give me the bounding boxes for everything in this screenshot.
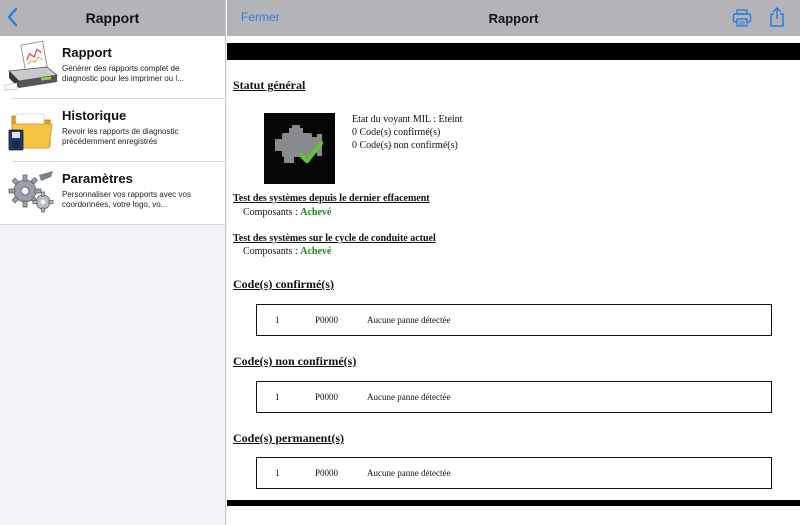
close-button[interactable]: Fermer bbox=[241, 10, 280, 24]
print-icon[interactable] bbox=[732, 9, 752, 27]
sidebar-item-description: Générer des rapports complet de diagnostic pour les imprimer ou l... bbox=[62, 64, 184, 83]
sidebar-item-text bbox=[62, 162, 210, 210]
sidebar-title: Rapport bbox=[85, 10, 140, 26]
sidebar bbox=[0, 0, 226, 525]
report-bottom-bar bbox=[227, 500, 800, 506]
main-header bbox=[227, 0, 800, 36]
code-value: P0000 bbox=[315, 392, 339, 402]
sidebar-item-title: Paramètres bbox=[62, 171, 133, 186]
sidebar-header bbox=[0, 0, 225, 36]
code-value: P0000 bbox=[315, 315, 339, 325]
engine-check-icon bbox=[264, 113, 335, 184]
permanent-codes-heading: Code(s) permanent(s) bbox=[233, 431, 344, 445]
sidebar-list bbox=[0, 36, 225, 225]
components-label: Composants : bbox=[243, 207, 301, 218]
report-top-bar bbox=[227, 43, 800, 60]
test-current-cycle-heading: Test des systèmes sur le cycle de conduite actuel bbox=[233, 233, 436, 244]
confirmed-codes-table bbox=[256, 304, 772, 336]
sidebar-item-rapport[interactable] bbox=[0, 36, 225, 99]
code-index: 1 bbox=[275, 315, 280, 325]
code-description: Aucune panne détectée bbox=[367, 392, 451, 402]
confirmed-count-text: 0 Code(s) confirmé(s) bbox=[352, 127, 441, 138]
mil-status-block bbox=[352, 113, 462, 152]
achieved-label: Achevé bbox=[300, 246, 332, 257]
code-index: 1 bbox=[275, 392, 280, 402]
sidebar-item-text bbox=[62, 99, 210, 147]
main-panel bbox=[227, 0, 800, 525]
sidebar-item-text bbox=[62, 36, 210, 84]
permanent-codes-table bbox=[256, 457, 772, 489]
general-status-heading: Statut général bbox=[233, 78, 306, 92]
printer-report-icon bbox=[0, 36, 62, 98]
folder-history-icon bbox=[0, 99, 62, 161]
mil-status-text: Etat du voyant MIL : Eteint bbox=[352, 114, 463, 125]
sidebar-item-title: Rapport bbox=[62, 45, 112, 60]
components-status-current-cycle bbox=[243, 246, 331, 257]
code-description: Aucune panne détectée bbox=[367, 468, 451, 478]
code-description: Aucune panne détectée bbox=[367, 315, 451, 325]
confirmed-codes-heading: Code(s) confirmé(s) bbox=[233, 277, 334, 291]
sidebar-item-title: Historique bbox=[62, 108, 127, 123]
achieved-label: Achevé bbox=[300, 207, 332, 218]
code-value: P0000 bbox=[315, 468, 339, 478]
code-index: 1 bbox=[275, 468, 280, 478]
chevron-left-icon[interactable] bbox=[4, 6, 22, 28]
share-icon[interactable] bbox=[768, 6, 786, 28]
components-label: Composants : bbox=[243, 246, 301, 257]
components-status-since-clear bbox=[243, 207, 331, 218]
test-since-clear-heading: Test des systèmes depuis le dernier effacement bbox=[233, 193, 430, 204]
sidebar-item-description: Personnaliser vos rapports avec vos coordonnées, votre logo, vo... bbox=[62, 190, 191, 209]
unconfirmed-count-text: 0 Code(s) non confirmé(s) bbox=[352, 140, 458, 151]
sidebar-item-description: Revoir les rapports de diagnostic précédemment enregistrés bbox=[62, 127, 179, 146]
unconfirmed-codes-table bbox=[256, 381, 772, 413]
sidebar-item-historique[interactable] bbox=[0, 99, 225, 162]
unconfirmed-codes-heading: Code(s) non confirmé(s) bbox=[233, 354, 357, 368]
sidebar-item-parametres[interactable] bbox=[0, 162, 225, 225]
page-title: Rapport bbox=[488, 10, 539, 26]
gears-icon bbox=[0, 162, 62, 224]
report-document[interactable] bbox=[227, 36, 800, 525]
